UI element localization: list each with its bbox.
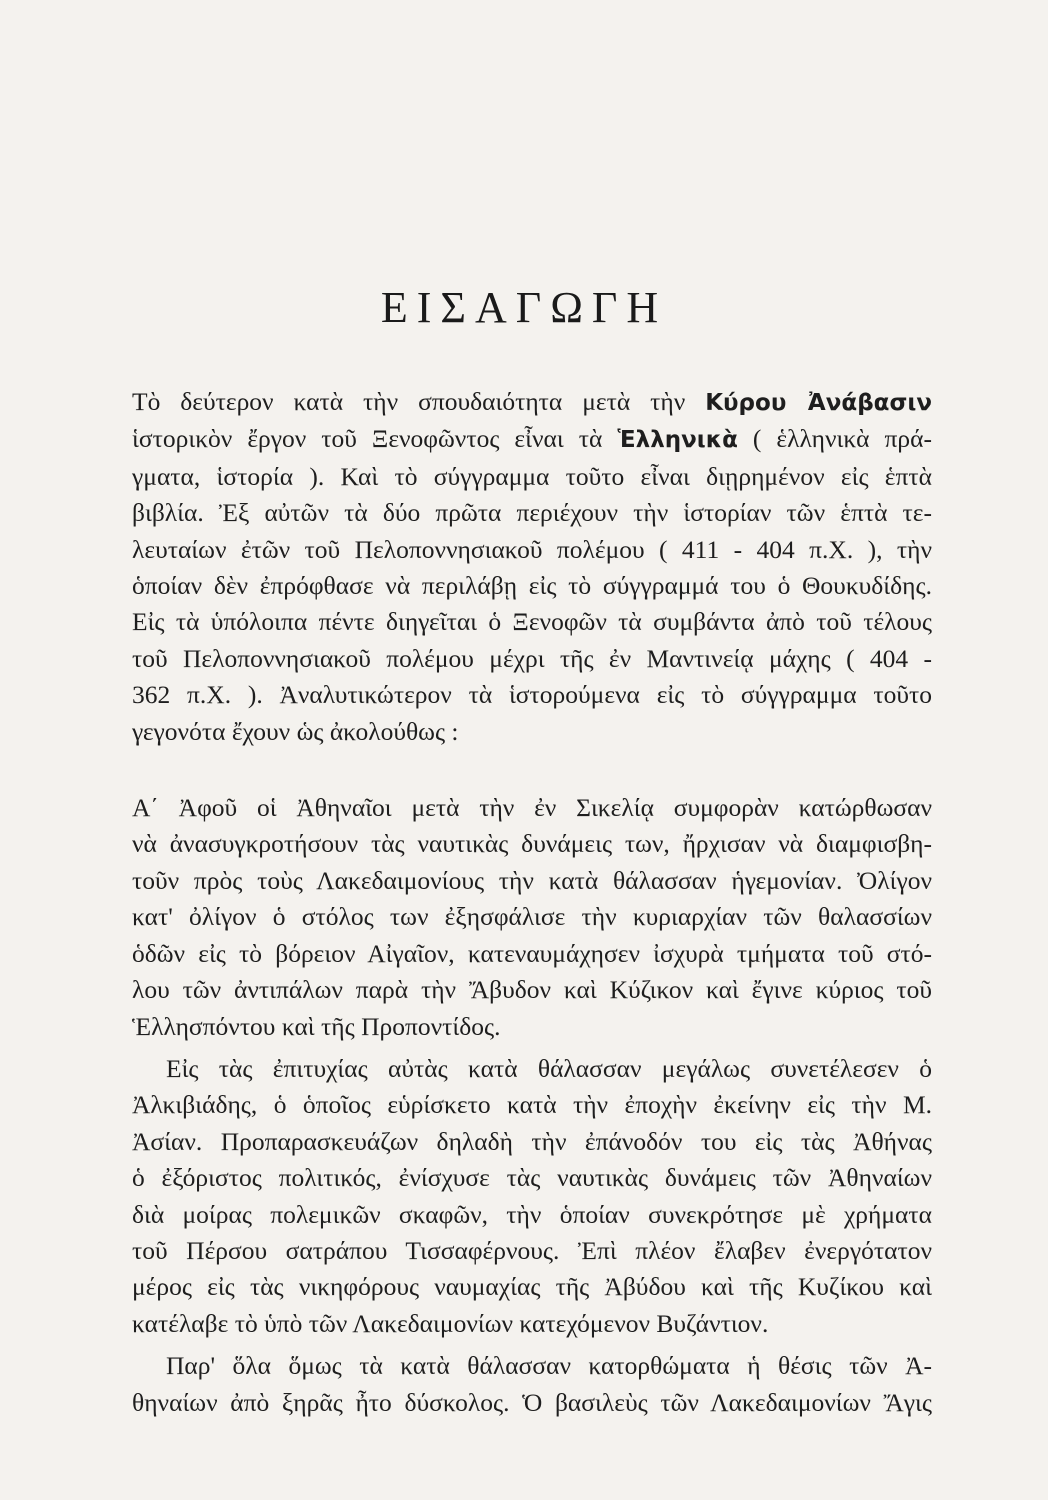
- text-segment: Παρ' ὅλα ὅμως τὰ κατὰ θάλασσαν κατορθώματα ἡ θέσις τῶν Ἀ-: [166, 1351, 932, 1381]
- text-line: [132, 1269, 932, 1305]
- text-segment: μέρος εἰς τὰς νικηφόρους ναυμαχίας τῆς Ἀβύδου καὶ τῆς Κυζίκου καὶ: [132, 1272, 932, 1302]
- text-line: [132, 1197, 932, 1233]
- paragraph: [132, 1051, 932, 1342]
- text-line: [132, 495, 932, 531]
- text-segment: κατ' ὀλίγον ὁ στόλος των ἐξησφάλισε τὴν κυριαρχίαν τῶν θαλασσίων: [132, 902, 932, 932]
- paragraph-gap: [132, 750, 932, 790]
- text-line: [132, 568, 932, 604]
- text-segment: κατέλαβε τὸ ὑπὸ τῶν Λακεδαιμονίων κατεχόμενον Βυζάντιον.: [132, 1308, 769, 1338]
- text-segment: γματα, ἱστορία ). Καὶ τὸ σύγγραμμα τοῦτο εἶναι διῃρημένον εἰς ἑπτὰ: [132, 461, 932, 491]
- text-line: [132, 1124, 932, 1160]
- bold-term: Κύρου Ἀνάβασιν: [705, 390, 933, 416]
- paragraph: [132, 790, 932, 1045]
- text-segment: ὁποίαν δὲν ἐπρόφθασε νὰ περιλάβῃ εἰς τὸ σύγγραμμά του ὁ Θουκυδίδης.: [132, 571, 932, 601]
- text-line: [132, 1348, 932, 1384]
- text-segment: γεγονότα ἔχουν ὡς ἀκολούθως :: [132, 716, 459, 746]
- text-segment: λου τῶν ἀντιπάλων παρὰ τὴν Ἄβυδον καὶ Κύζικον καὶ ἔγινε κύριος τοῦ: [132, 975, 932, 1005]
- text-line: [132, 532, 932, 568]
- text-line: [132, 936, 932, 972]
- text-segment: θηναίων ἀπὸ ξηρᾶς ἦτο δύσκολος. Ὁ βασιλεὺς τῶν Λακεδαιμονίων Ἄγις: [132, 1387, 932, 1417]
- text-line: [132, 459, 932, 495]
- text-line: [132, 641, 932, 677]
- text-segment: Εἰς τὰς ἐπιτυχίας αὐτὰς κατὰ θάλασσαν μεγάλως συνετέλεσεν ὁ: [166, 1053, 932, 1083]
- text-line: [132, 421, 932, 458]
- text-line: [132, 1385, 932, 1421]
- bold-term: Ἑλληνικὰ: [617, 427, 738, 454]
- text-line: [132, 972, 932, 1008]
- text-segment: Ἀλκιβιάδης, ὁ ὁποῖος εὑρίσκετο κατὰ τὴν ἐποχὴν ἐκείνην εἰς τὴν Μ.: [132, 1090, 932, 1120]
- body-text: [132, 384, 932, 1421]
- text-line: [132, 826, 932, 862]
- text-segment: ὁδῶν εἰς τὸ βόρειον Αἰγαῖον, κατεναυμάχησεν ἰσχυρὰ τμήματα τοῦ στό-: [132, 938, 932, 968]
- text-segment: διὰ μοίρας πολεμικῶν σκαφῶν, τὴν ὁποίαν συνεκρότησε μὲ χρήματα: [132, 1199, 932, 1229]
- text-line: [132, 677, 932, 713]
- text-line: [132, 1087, 932, 1123]
- page-title: ΕΙΣΑΓΩΓΗ: [380, 283, 668, 332]
- text-segment: Εἰς τὰ ὑπόλοιπα πέντε διηγεῖται ὁ Ξενοφῶν τὰ συμβάντα ἀπὸ τοῦ τέλους: [132, 607, 932, 637]
- text-segment: τοῦ Πέρσου σατράπου Τισσαφέρνους. Ἐπὶ πλέον ἔλαβεν ἐνεργότατον: [132, 1235, 932, 1265]
- text-segment: λευταίων ἐτῶν τοῦ Πελοποννησιακοῦ πολέμου ( 411 - 404 π.Χ. ), τὴν: [132, 534, 932, 564]
- text-segment: τοῦ Πελοποννησιακοῦ πολέμου μέχρι τῆς ἐν Μαντινείᾳ μάχης ( 404 -: [132, 643, 932, 673]
- paragraph: [132, 1348, 932, 1421]
- text-line: [132, 384, 932, 421]
- text-segment: ( ἑλληνικὰ πρά-: [737, 424, 932, 454]
- text-segment: Τὸ δεύτερον κατὰ τὴν σπουδαιότητα μετὰ τὴν: [132, 387, 706, 416]
- text-segment: 362 π.Χ. ). Ἀναλυτικώτερον τὰ ἱστορούμενα εἰς τὸ σύγγραμμα τοῦτο: [132, 680, 932, 710]
- text-segment: τοῦν πρὸς τοὺς Λακεδαιμονίους τὴν κατὰ θάλασσαν ἡγεμονίαν. Ὀλίγον: [132, 865, 932, 895]
- text-line: [132, 790, 932, 826]
- text-segment: Ἑλλησπόντου καὶ τῆς Προποντίδος.: [132, 1011, 501, 1041]
- text-segment: ὁ ἐξόριστος πολιτικός, ἐνίσχυσε τὰς ναυτικὰς δυνάμεις τῶν Ἀθηναίων: [132, 1163, 932, 1193]
- text-line: [132, 863, 932, 899]
- text-line: [132, 1306, 932, 1342]
- paragraph: [132, 384, 932, 750]
- text-line: [132, 604, 932, 640]
- text-segment: ἱστορικὸν ἔργον τοῦ Ξενοφῶντος εἶναι τὰ: [132, 424, 618, 454]
- text-segment: νὰ ἀνασυγκροτήσουν τὰς ναυτικὰς δυνάμεις των, ἤρχισαν νὰ διαμφισβη-: [132, 829, 932, 859]
- text-line: [132, 714, 932, 750]
- text-segment: βιβλία. Ἐξ αὐτῶν τὰ δύο πρῶτα περιέχουν τὴν ἱστορίαν τῶν ἑπτὰ τε-: [132, 498, 932, 528]
- text-line: [132, 1160, 932, 1196]
- text-segment: Α΄ Ἀφοῦ οἱ Ἀθηναῖοι μετὰ τὴν ἐν Σικελίᾳ συμφορὰν κατώρθωσαν: [132, 793, 932, 823]
- text-line: [132, 1051, 932, 1087]
- text-line: [132, 1233, 932, 1269]
- text-segment: Ἀσίαν. Προπαρασκευάζων δηλαδὴ τὴν ἐπάνοδόν του εἰς τὰς Ἀθήνας: [132, 1126, 932, 1156]
- text-line: [132, 1009, 932, 1045]
- text-line: [132, 899, 932, 935]
